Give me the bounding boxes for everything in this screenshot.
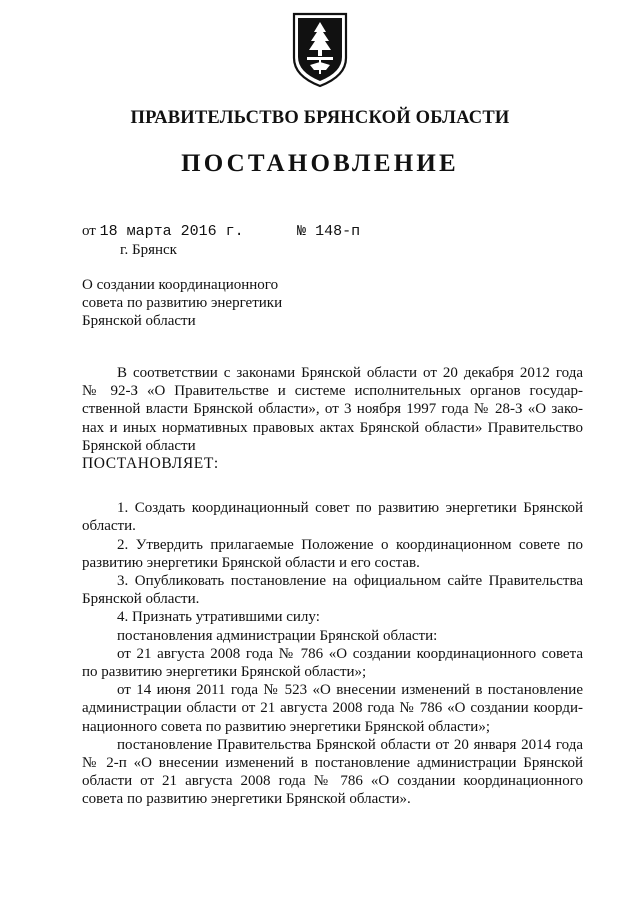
item-line: от 21 августа 2008 года № 786 «О создании координационного совета	[117, 645, 583, 662]
item-line: развитию энергетики Брянской области и его состав.	[82, 554, 420, 571]
item-line: администрации области от 21 августа 2008 года № 786 «О создании коорди-	[82, 700, 583, 717]
subject-line: О создании координационного	[82, 277, 279, 293]
document-subject	[82, 276, 282, 330]
coat-of-arms-icon	[290, 10, 350, 90]
item-line: по развитию энергетики Брянской области»;	[82, 664, 367, 681]
subject-line: Брянской области	[82, 313, 196, 329]
document-number: № 148-п	[297, 223, 361, 240]
item-line: области от 21 августа 2008 года № 786 «О создании координационного	[82, 773, 583, 790]
decree-word: ПОСТАНОВЛЯЕТ:	[82, 455, 219, 473]
item-line: Брянской области.	[82, 591, 200, 608]
preamble-line: Брянской области	[82, 437, 196, 454]
item-line: 1. Создать координационный совет по развитию энергетики Брянской	[117, 500, 583, 517]
item-line: национного совета по развитию энергетики Брянской области»;	[82, 718, 490, 735]
item-line: 3. Опубликовать постановление на официальном сайте Правительства	[117, 573, 583, 590]
item-line: 2. Утвердить прилагаемые Положение о координационном совете по	[117, 536, 583, 553]
document-city: г. Брянск	[120, 242, 177, 258]
subject-line: совета по развитию энергетики	[82, 295, 283, 311]
document-body	[82, 364, 583, 809]
preamble-line: В соответствии с законами Брянской области от 20 декабря 2012 года	[117, 365, 583, 381]
item-line: № 2-п «О внесении изменений в постановление администрации Брянской	[82, 755, 583, 772]
date-prefix: от	[82, 223, 96, 239]
government-name: ПРАВИТЕЛЬСТВО БРЯНСКОЙ ОБЛАСТИ	[130, 108, 510, 128]
item-line: постановление Правительства Брянской области от 20 января 2014 года	[117, 736, 583, 753]
item-line: совета по развитию энергетики Брянской области».	[82, 791, 411, 808]
date-number-line	[82, 223, 360, 240]
preamble-line: нах и иных нормативных правовых актах Брянской области» Правительство	[82, 419, 583, 436]
document-type-title: ПОСТАНОВЛЕНИЕ	[181, 150, 459, 177]
item-line: области.	[82, 518, 136, 535]
item-line: постановления администрации Брянской области:	[117, 627, 438, 644]
document-date: 18 марта 2016 г.	[99, 223, 244, 240]
preamble-line: № 92-З «О Правительстве и системе исполнительных органов государ-	[82, 383, 583, 400]
item-line: от 14 июня 2011 года № 523 «О внесении изменений в постановление	[117, 682, 583, 699]
item-line: 4. Признать утратившими силу:	[117, 609, 320, 626]
preamble-line: ственной власти Брянской области», от 3 ноября 1997 года № 28-З «О зако-	[82, 401, 583, 418]
